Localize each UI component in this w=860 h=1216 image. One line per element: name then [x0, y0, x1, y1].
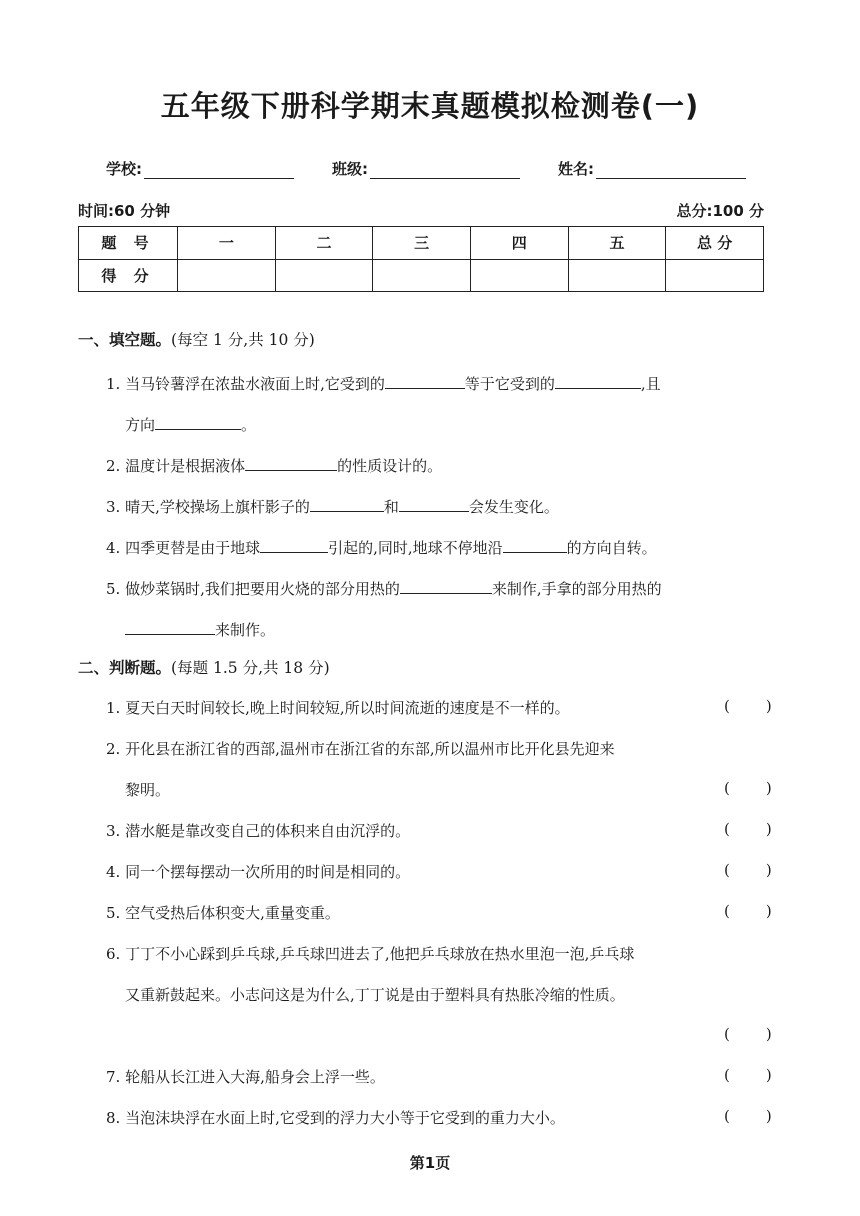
paren-open: (: [724, 861, 730, 879]
question-text: 的性质设计的。: [337, 457, 443, 475]
paren-close: ): [765, 779, 772, 797]
answer-blank[interactable]: [310, 495, 384, 512]
name-field: [558, 158, 746, 179]
table-cell: 二: [275, 227, 373, 260]
paren-open: (: [724, 697, 730, 715]
section-2-heading: [78, 656, 330, 678]
student-info-row: [106, 158, 766, 182]
score-table: [78, 226, 764, 292]
judge-question-6: 6. 丁丁不小心踩到乒乓球,乒乓球凹进去了,他把乒乓球放在热水里泡一泡,乒乓球: [106, 945, 635, 963]
judge-question-2: 2. 开化县在浙江省的西部,温州市在浙江省的东部,所以温州市比开化县先迎来: [106, 740, 615, 758]
answer-blank[interactable]: [503, 536, 567, 553]
section-2-note: (每题 1.5 分,共 18 分): [171, 659, 330, 677]
fill-question-1-cont: [125, 413, 797, 436]
time-limit: 时间:60 分钟: [78, 202, 171, 220]
paren-close: ): [765, 1107, 772, 1125]
judge-question-7: 7. 轮船从长江进入大海,船身会上浮一些。: [106, 1068, 385, 1086]
question-text: 等于它受到的: [464, 375, 555, 393]
question-text: 3. 晴天,学校操场上旗杆影子的: [106, 498, 310, 516]
class-blank[interactable]: [370, 162, 520, 179]
score-cell[interactable]: [275, 259, 373, 292]
school-field: [106, 158, 294, 179]
name-blank[interactable]: [596, 162, 746, 179]
school-label: 学校:: [106, 160, 142, 178]
score-cell[interactable]: [178, 259, 276, 292]
question-text: 来制作。: [215, 621, 276, 639]
score-cell[interactable]: [568, 259, 666, 292]
answer-parentheses[interactable]: [724, 820, 780, 838]
table-cell: 题 号: [79, 227, 178, 260]
answer-parentheses[interactable]: [724, 902, 780, 920]
fill-question-3: [106, 495, 778, 518]
answer-blank[interactable]: [399, 495, 469, 512]
answer-parentheses[interactable]: [724, 1025, 780, 1043]
table-cell: 得 分: [79, 259, 178, 292]
paren-open: (: [724, 1107, 730, 1125]
section-2-title: 二、判断题。: [78, 659, 172, 677]
score-table-score-row: [79, 259, 764, 292]
question-text: 的方向自转。: [566, 539, 657, 557]
table-cell: 一: [178, 227, 276, 260]
total-score: 总分:100 分: [676, 202, 764, 220]
question-text: 2. 温度计是根据液体: [106, 457, 246, 475]
section-1-note: (每空 1 分,共 10 分): [171, 331, 315, 349]
score-cell[interactable]: [373, 259, 471, 292]
judge-question-3: 3. 潜水艇是靠改变自己的体积来自由沉浮的。: [106, 822, 411, 840]
class-label: 班级:: [332, 160, 368, 178]
question-text: 会发生变化。: [468, 498, 559, 516]
question-text: 。: [241, 416, 257, 434]
table-cell: 总 分: [666, 227, 764, 260]
fill-question-2: [106, 454, 778, 477]
fill-question-4: [106, 536, 778, 559]
question-text: 方向: [125, 416, 156, 434]
score-cell[interactable]: [470, 259, 568, 292]
table-cell: 四: [470, 227, 568, 260]
judge-question-1: 1. 夏天白天时间较长,晚上时间较短,所以时间流逝的速度是不一样的。: [106, 699, 570, 717]
answer-parentheses[interactable]: [724, 1066, 780, 1084]
paren-close: ): [765, 697, 772, 715]
school-blank[interactable]: [144, 162, 294, 179]
paren-open: (: [724, 779, 730, 797]
paren-close: ): [765, 820, 772, 838]
answer-blank[interactable]: [385, 372, 465, 389]
answer-blank[interactable]: [260, 536, 328, 553]
answer-parentheses[interactable]: [724, 1107, 780, 1125]
fill-question-5-cont: [125, 618, 797, 641]
answer-blank[interactable]: [125, 618, 215, 635]
paren-close: ): [765, 1025, 772, 1043]
judge-question-6-cont: 又重新鼓起来。小志问这是为什么,丁丁说是由于塑料具有热胀冷缩的性质。: [125, 986, 625, 1004]
judge-question-2-cont: 黎明。: [125, 781, 171, 799]
page-number: 第1页: [409, 1154, 451, 1172]
section-1-title: 一、填空题。: [78, 331, 172, 349]
class-field: [332, 158, 520, 179]
paren-open: (: [724, 902, 730, 920]
paren-open: (: [724, 1066, 730, 1084]
score-table-header-row: [79, 227, 764, 260]
answer-blank[interactable]: [555, 372, 641, 389]
paren-close: ): [765, 902, 772, 920]
answer-blank[interactable]: [245, 454, 337, 471]
table-cell: 三: [373, 227, 471, 260]
question-text: 5. 做炒菜锅时,我们把要用火烧的部分用热的: [106, 580, 400, 598]
judge-question-5: 5. 空气受热后体积变大,重量变重。: [106, 904, 340, 922]
table-cell: 五: [568, 227, 666, 260]
question-text: ,且: [640, 375, 661, 393]
answer-parentheses[interactable]: [724, 861, 780, 879]
fill-question-5: [106, 577, 778, 600]
section-1-heading: [78, 328, 315, 350]
paren-open: (: [724, 1025, 730, 1043]
answer-parentheses[interactable]: [724, 697, 780, 715]
answer-parentheses[interactable]: [724, 779, 780, 797]
page-title: 五年级下册科学期末真题模拟检测卷(一): [160, 89, 700, 123]
question-text: 4. 四季更替是由于地球: [106, 539, 261, 557]
answer-blank[interactable]: [400, 577, 492, 594]
paren-close: ): [765, 1066, 772, 1084]
paren-close: ): [765, 861, 772, 879]
question-text: 和: [383, 498, 399, 516]
exam-meta: [78, 200, 764, 222]
question-text: 来制作,手拿的部分用热的: [491, 580, 662, 598]
question-text: 1. 当马铃薯浮在浓盐水液面上时,它受到的: [106, 375, 385, 393]
answer-blank[interactable]: [155, 413, 241, 430]
judge-question-8: 8. 当泡沫块浮在水面上时,它受到的浮力大小等于它受到的重力大小。: [106, 1109, 565, 1127]
question-text: 引起的,同时,地球不停地沿: [328, 539, 503, 557]
fill-question-1: [106, 372, 778, 395]
name-label: 姓名:: [558, 160, 594, 178]
paren-open: (: [724, 820, 730, 838]
score-cell[interactable]: [666, 259, 764, 292]
judge-question-4: 4. 同一个摆每摆动一次所用的时间是相同的。: [106, 863, 411, 881]
